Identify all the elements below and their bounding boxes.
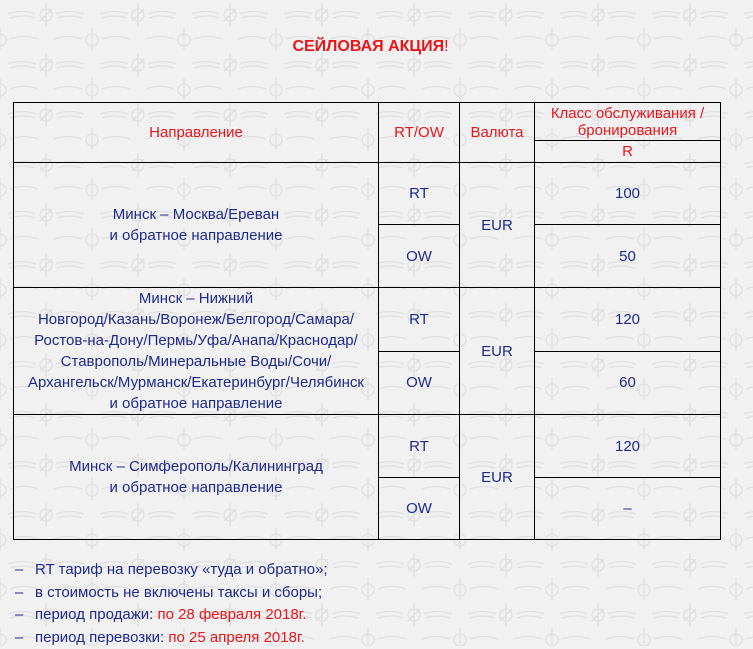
- trip-type-cell: OW: [379, 351, 460, 415]
- header-class-title: Класс обслуживания / бронирования: [535, 103, 721, 141]
- header-trip-type: RT/OW: [379, 103, 460, 163]
- trip-type-cell: RT: [379, 288, 460, 352]
- note-text: период перевозки:: [35, 629, 168, 646]
- page-title: [0, 38, 741, 56]
- route-line: Минск – Симферополь/Калининград: [14, 456, 378, 477]
- note-text: RT тариф на перевозку «туда и обратно»;: [35, 561, 328, 578]
- header-class-code: R: [535, 141, 721, 163]
- note-item: [15, 582, 328, 605]
- trip-type-cell: RT: [379, 415, 460, 478]
- currency-cell: EUR: [460, 415, 535, 540]
- note-bullet: –: [15, 559, 35, 582]
- currency-cell: EUR: [460, 163, 535, 288]
- trip-type-cell: OW: [379, 478, 460, 540]
- title-text: СЕЙЛОВАЯ АКЦИЯ: [292, 38, 444, 55]
- note-item: [15, 604, 328, 627]
- trip-type-cell: RT: [379, 163, 460, 225]
- note-bullet: –: [15, 627, 35, 649]
- price-cell: 60: [535, 351, 721, 415]
- header-direction: Направление: [14, 103, 379, 163]
- price-cell: –: [535, 478, 721, 540]
- note-bullet: –: [15, 604, 35, 627]
- route-line: Ставрополь/Минеральные Воды/Сочи/: [14, 351, 378, 372]
- price-cell: 50: [535, 225, 721, 288]
- route-line: Минск – Нижний: [14, 288, 378, 309]
- sale-period-dates: по 28 февраля 2018г.: [157, 606, 306, 623]
- travel-period-dates: по 25 апреля 2018г.: [168, 629, 304, 646]
- route-cell: [14, 163, 379, 288]
- fares-table: [13, 102, 721, 540]
- route-line: Ростов-на-Дону/Пермь/Уфа/Анапа/Краснодар/: [14, 330, 378, 351]
- price-cell: 120: [535, 288, 721, 352]
- trip-type-cell: OW: [379, 225, 460, 288]
- route-line: Архангельск/Мурманск/Екатеринбург/Челябинск: [14, 372, 378, 393]
- notes-list: [15, 559, 328, 649]
- price-cell: 100: [535, 163, 721, 225]
- route-line: Новгород/Казань/Воронеж/Белгород/Самара/: [14, 309, 378, 330]
- price-cell: 120: [535, 415, 721, 478]
- table-row: [14, 415, 721, 478]
- route-line: и обратное направление: [14, 477, 378, 498]
- note-text: период продажи:: [35, 606, 157, 623]
- currency-cell: EUR: [460, 288, 535, 415]
- route-line: и обратное направление: [14, 225, 378, 246]
- note-text: в стоимость не включены таксы и сборы;: [35, 584, 322, 601]
- route-line: Минск – Москва/Ереван: [14, 204, 378, 225]
- header-currency: Валюта: [460, 103, 535, 163]
- note-item: [15, 559, 328, 582]
- route-cell: [14, 415, 379, 540]
- title-exclamation: !: [444, 38, 448, 55]
- route-cell: [14, 288, 379, 415]
- note-bullet: –: [15, 582, 35, 605]
- route-line: и обратное направление: [14, 393, 378, 414]
- table-row: [14, 163, 721, 225]
- table-row: [14, 288, 721, 352]
